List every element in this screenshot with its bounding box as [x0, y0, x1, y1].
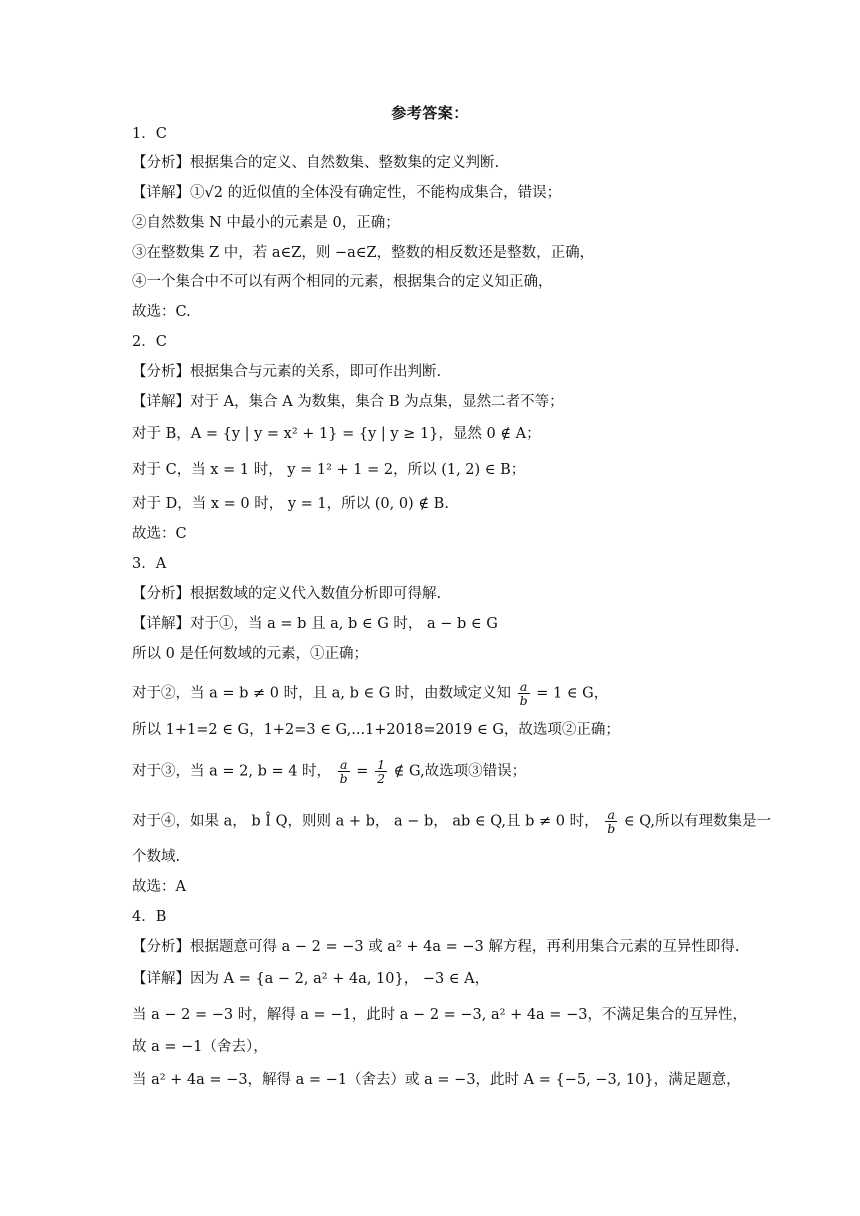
q3-detail-5-tail: ∉ G,故选项③错误； [393, 763, 527, 780]
q4-detail-2: 当 a − 2 = −3 时，解得 a = −1，此时 a − 2 = −3, a² + 4a = −3，不满足集合的互异性， [132, 1007, 747, 1023]
fraction-denominator: b [339, 771, 348, 786]
q2-analysis: 【分析】根据集合与元素的关系，即可作出判断. [132, 364, 442, 380]
q2-detail-c: 对于 C，当 x = 1 时， y = 1² + 1 = 2，所以 (1, 2) ∈ B； [132, 462, 526, 478]
q2-answer: 故选：C [132, 526, 187, 542]
fraction-a-over-b-lhs [338, 758, 350, 785]
fraction-numerator: a [605, 808, 617, 822]
q3-detail-5-text: 对于③，当 a = 2, b = 4 时， [132, 763, 332, 780]
q1-answer: 故选：C. [132, 304, 191, 320]
q4-detail-4: 当 a² + 4a = −3，解得 a = −1（舍去）或 a = −3，此时 A = {−5, −3, 10}，满足题意， [132, 1072, 741, 1088]
q3-answer: 故选：A [132, 879, 186, 895]
q3-detail-6-text: 对于④，如果 a， b Î Q，则则 a + b， a − b， ab ∈ Q,且 b ≠ 0 时， [132, 813, 599, 830]
fraction-one-half [375, 758, 387, 785]
q4-number: 4．B [132, 909, 167, 925]
q1-detail-3: ③在整数集 Z 中，若 a∈Z，则 −a∈Z，整数的相反数还是整数，正确， [132, 245, 595, 261]
q4-detail-3: 故 a = −1（舍去）， [132, 1039, 268, 1055]
q3-detail-6-tail: ∈ Q,所以有理数集是一 [623, 813, 771, 830]
page-title: 参考答案： [391, 104, 469, 122]
q3-number: 3．A [132, 556, 167, 572]
q1-number: 1．C [132, 126, 167, 142]
fraction-denominator: b [607, 821, 616, 836]
q1-detail-4: ④一个集合中不可以有两个相同的元素，根据集合的定义知正确， [132, 274, 553, 290]
fraction-denominator: b [519, 693, 528, 708]
q4-analysis: 【分析】根据题意可得 a − 2 = −3 或 a² + 4a = −3 解方程，再利用集合元素的互异性即得. [132, 939, 740, 955]
q3-detail-5 [132, 758, 760, 785]
q3-detail-7: 个数域. [132, 849, 181, 865]
q3-detail-3 [132, 680, 760, 707]
q3-detail-2: 所以 0 是任何数域的元素，①正确； [132, 646, 368, 662]
q2-detail-a: 【详解】对于 A，集合 A 为数集，集合 B 为点集，显然二者不等； [132, 394, 564, 410]
q3-detail-4: 所以 1+1=2 ∈ G，1+2=3 ∈ G,...1+2018=2019 ∈ G，故选项②正确； [132, 722, 620, 738]
fraction-numerator: 1 [377, 757, 386, 772]
q3-detail-3-tail: = 1 ∈ G， [536, 685, 609, 702]
q4-detail-1: 【详解】因为 A = {a − 2, a² + 4a, 10}， −3 ∈ A， [132, 971, 490, 987]
fraction-numerator: a [338, 758, 350, 772]
fraction-a-over-b-q4 [605, 808, 617, 835]
fraction-numerator: a [518, 680, 530, 694]
q1-detail-1: 【详解】①√2 的近似值的全体没有确定性，不能构成集合，错误； [132, 185, 562, 201]
equals-sign: = [356, 763, 369, 780]
fraction-denominator: 2 [377, 771, 386, 786]
q3-analysis: 【分析】根据数域的定义代入数值分析即可得解. [132, 586, 442, 602]
q2-number: 2．C [132, 334, 167, 350]
q2-detail-b: 对于 B，A = {y | y = x² + 1} = {y | y ≥ 1}，显然 0 ∉ A； [132, 426, 541, 442]
q2-detail-d: 对于 D，当 x = 0 时， y = 1，所以 (0, 0) ∉ B. [132, 496, 449, 512]
q3-detail-3-text: 对于②，当 a = b ≠ 0 时，且 a, b ∈ G 时，由数域定义知 [132, 685, 512, 702]
q3-detail-6 [132, 807, 771, 836]
fraction-a-over-b [518, 680, 530, 707]
q3-detail-1: 【详解】对于①，当 a = b 且 a, b ∈ G 时， a − b ∈ G [132, 616, 498, 632]
q1-analysis: 【分析】根据集合的定义、自然数集、整数集的定义判断. [132, 155, 500, 171]
q1-detail-2: ②自然数集 N 中最小的元素是 0，正确； [132, 215, 400, 231]
